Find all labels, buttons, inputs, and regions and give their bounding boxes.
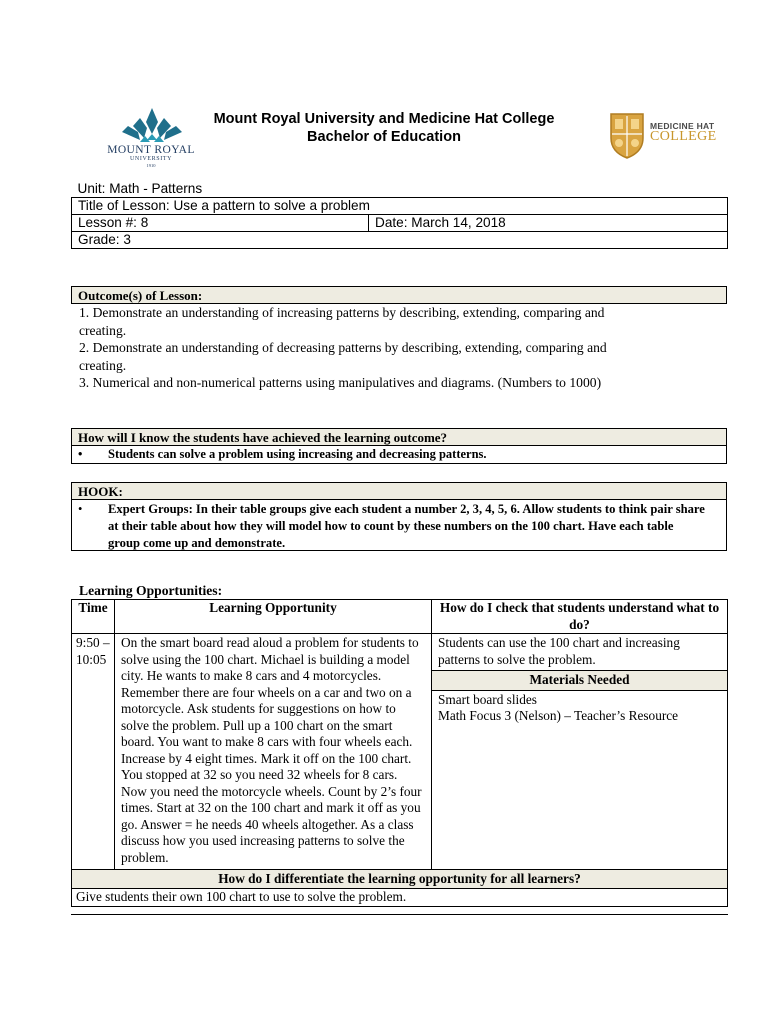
unit-cell: Unit: Math - Patterns [72,181,728,198]
grade-cell: Grade: 3 [72,232,728,249]
opportunity-cell: On the smart board read aloud a problem for students to solve using the 100 chart. Michael is building a model city. He wants to make 8 cars and 4 motorcycles. Remember there are four wheels on a car and two on a motorcycle. Ask students for suggestions on how to solve the problem. Pull up a 100 chart on the smart board. You want to make 8 cars with four wheels each. Increase by 4 eight times. Mark it off on the 100 chart. You stopped at 32 so you need 32 wheels for 8 cars. Now you need the motorcycle wheels. Count by 2’s four times. Start at 32 on the 100 chart and mark it off as you go. Answer = he needs 40 wheels altogether. As a class discuss how you used increasing patterns to solve the problem. [115,634,432,870]
outcomes-list [79,304,647,392]
learning-opportunities-title: Learning Opportunities: [79,583,223,598]
outcome-item-3: 3. Numerical and non-numerical patterns using manipulatives and diagrams. (Numbers to 1000) [79,375,602,391]
document-subtitle: Bachelor of Education [307,129,461,145]
outcomes-heading: Outcome(s) of Lesson: [72,287,726,303]
unit-info-table [71,181,728,249]
bullet: • [78,502,83,516]
mhc-logo-line1: MEDICINE HAT [650,121,715,131]
bottom-divider [71,914,728,915]
differentiation-cell: Give students their own 100 chart to use to solve the problem. [72,889,728,907]
hook-text: Expert Groups: In their table groups give each student a number 2, 3, 4, 5, 6. Allow students to think pair share at their table about how they will model how to count by these numbers on the 100 chart. Have each table group come up and demonstrate. [108,502,705,550]
outcome-item-1: 1. Demonstrate an understanding of increasing patterns by describing, extending, comparing and creating. [79,305,605,338]
outcome-item-2: 2. Demonstrate an understanding of decreasing patterns by describing, extending, comparing and creating. [79,340,607,373]
materials-heading: Materials Needed [432,671,728,691]
outcomes-header-box [71,286,727,304]
check-column-header: How do I check that students understand what to do? [432,600,728,634]
mru-logo-name: MOUNT ROYAL [107,144,195,156]
mru-logo-year: 1910 [146,163,156,168]
mhc-logo-line2: COLLEGE [650,129,717,144]
check-cell: Students can use the 100 chart and increasing patterns to solve the problem. [432,634,728,671]
assessment-item [72,445,726,463]
date-cell: Date: March 14, 2018 [369,215,728,232]
lesson-number-cell: Lesson #: 8 [72,215,369,232]
materials-cell [432,690,728,869]
differentiation-heading: How do I differentiate the learning opportunity for all learners? [72,869,728,889]
medicine-hat-college-shield [608,110,646,160]
mru-logo-sub: UNIVERSITY [130,156,172,162]
assessment-heading: How will I know the students have achieved the learning outcome? [72,429,726,445]
material-item: Math Focus 3 (Nelson) – Teacher’s Resource [438,708,679,723]
time-cell: 9:50 – 10:05 [72,634,115,870]
opportunity-column-header: Learning Opportunity [115,600,432,634]
assessment-box [71,428,727,464]
bullet: • [78,447,83,461]
material-item: Smart board slides [438,691,537,707]
assessment-text: Students can solve a problem using increasing and decreasing patterns. [108,447,487,461]
learning-opportunities-table [71,599,728,907]
hook-box [71,482,727,551]
document-title: Mount Royal University and Medicine Hat College [213,111,555,127]
time-column-header: Time [72,600,115,634]
hook-item [72,499,726,552]
hook-heading: HOOK: [72,483,726,499]
lesson-title-cell: Title of Lesson: Use a pattern to solve a problem [72,198,728,215]
